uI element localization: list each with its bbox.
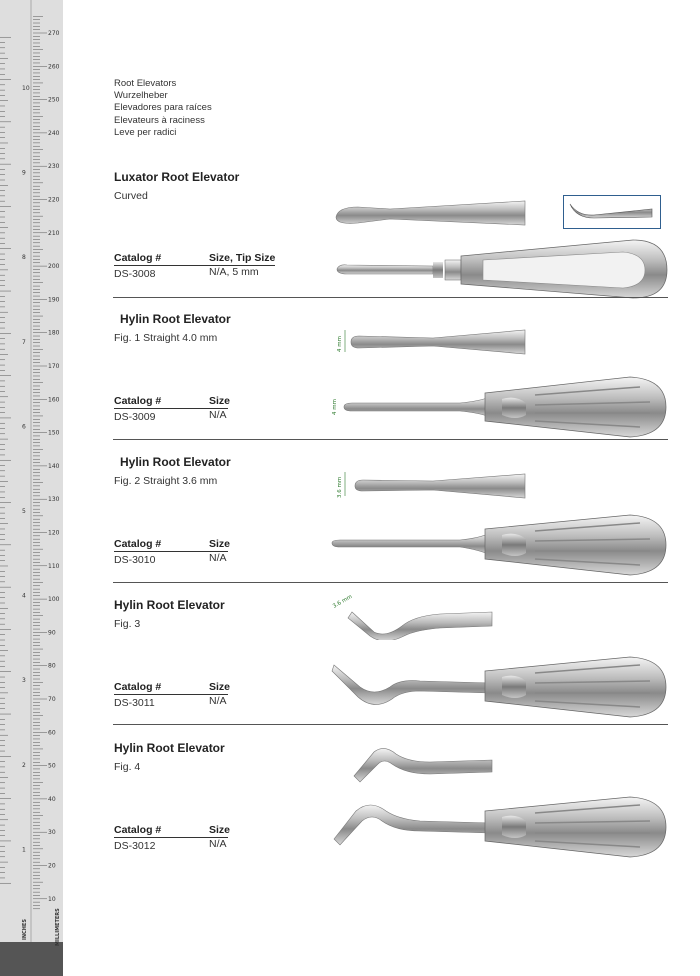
mm-label: 260 [48, 63, 60, 71]
tip-zoom-inset [563, 195, 661, 229]
product-subtitle: Curved [114, 190, 148, 202]
inch-label: 6 [22, 423, 26, 431]
mm-label: 50 [48, 762, 56, 770]
catalog-label: Catalog # [114, 252, 162, 264]
product-title: Hylin Root Elevator [120, 455, 231, 469]
mm-label: 100 [48, 596, 60, 604]
mm-label: 220 [48, 196, 60, 204]
size-value: N/A [209, 552, 227, 564]
mm-label: 40 [48, 795, 56, 803]
catalog-number: DS-3012 [114, 840, 156, 852]
luxator-full-image [333, 236, 671, 300]
hylin-fig2-full-image [330, 513, 670, 578]
hylin-fig1-full-image [330, 375, 670, 440]
hylin-fig1-tip-image [333, 322, 529, 362]
mm-label: 160 [48, 396, 60, 404]
product-title: Luxator Root Elevator [114, 170, 240, 184]
section-divider [113, 439, 668, 440]
section-divider [113, 724, 668, 725]
dim-label: 3.6 mm [332, 593, 354, 610]
product-subtitle: Fig. 2 Straight 3.6 mm [114, 475, 218, 487]
inch-label: 3 [22, 677, 26, 685]
hylin-fig4-tip-image [350, 738, 498, 786]
hylin-fig2-tip-image [333, 464, 529, 504]
ruler-scale [0, 0, 63, 976]
mm-label: 140 [48, 462, 60, 470]
category-heading [114, 78, 212, 139]
dim-label: 4 mm [332, 399, 338, 415]
luxator-tip-closeup-image [330, 195, 530, 233]
mm-label: 110 [48, 562, 60, 570]
category-name-de: Wurzelheber [114, 90, 168, 102]
mm-label: 230 [48, 163, 60, 171]
mm-label: 170 [48, 363, 60, 370]
mm-label: 70 [48, 696, 56, 703]
inch-label: 10 [22, 85, 30, 92]
catalog-label: Catalog # [114, 395, 162, 407]
ruler-footer [0, 942, 63, 976]
inch-label: 1 [22, 846, 26, 854]
size-value: N/A [209, 409, 227, 421]
inch-label: 8 [22, 254, 26, 262]
mm-label: 240 [48, 129, 60, 137]
inch-label: 4 [22, 592, 26, 600]
catalog-number: DS-3008 [114, 268, 156, 280]
mm-label: 120 [48, 529, 60, 537]
catalog-label: Catalog # [114, 824, 162, 836]
size-label: Size [209, 395, 231, 407]
size-value: N/A [209, 695, 227, 707]
hylin-fig4-full-image [330, 795, 670, 860]
mm-label: 180 [48, 329, 60, 337]
product-subtitle: Fig. 4 [114, 761, 141, 773]
mm-label: 200 [48, 263, 60, 271]
hylin-fig3-tip-image [330, 590, 498, 640]
catalog-number: DS-3010 [114, 554, 156, 566]
product-title: Hylin Root Elevator [120, 312, 231, 326]
section-divider [113, 297, 668, 298]
product-subtitle: Fig. 3 [114, 618, 141, 630]
mm-label: 270 [48, 30, 60, 37]
mm-label: 30 [48, 829, 56, 837]
category-name-fr: Elevateurs à raciness [114, 114, 205, 126]
inch-label: 7 [22, 338, 26, 346]
inch-label: 2 [22, 761, 26, 769]
mm-label: 20 [48, 862, 56, 870]
mm-label: 210 [48, 229, 60, 237]
catalog-number: DS-3009 [114, 411, 156, 423]
size-label: Size [209, 538, 231, 550]
mm-label: 150 [48, 429, 60, 437]
category-name-es: Elevadores para raíces [114, 102, 212, 114]
category-name-en: Root Elevators [114, 78, 177, 89]
size-value: N/A, 5 mm [209, 266, 259, 278]
dim-label: 4 mm [337, 336, 343, 352]
hylin-fig3-full-image [330, 655, 670, 720]
inch-label: 9 [22, 169, 26, 177]
product-title: Hylin Root Elevator [114, 598, 225, 612]
product-subtitle: Fig. 1 Straight 4.0 mm [114, 332, 218, 344]
mm-label: 190 [48, 296, 60, 304]
size-label: Size, Tip Size [209, 252, 276, 264]
size-label: Size [209, 824, 231, 836]
size-label: Size [209, 681, 231, 693]
catalog-number: DS-3011 [114, 697, 155, 709]
category-name-it: Leve per radici [114, 126, 177, 138]
mm-label: 130 [48, 496, 60, 504]
catalog-label: Catalog # [114, 538, 162, 550]
dim-label: 3.6 mm [337, 476, 343, 498]
mm-label: 60 [48, 729, 56, 737]
curved-tip-icon [564, 196, 659, 227]
catalog-label: Catalog # [114, 681, 162, 693]
inch-label: 5 [22, 508, 26, 515]
product-title: Hylin Root Elevator [114, 741, 225, 755]
mm-label: 90 [48, 629, 56, 637]
inches-caption: INCHES [22, 919, 28, 940]
mm-label: 250 [48, 96, 60, 104]
mm-label: 10 [48, 895, 56, 903]
size-value: N/A [209, 838, 227, 850]
mm-label: 80 [48, 662, 56, 670]
section-divider [113, 582, 668, 583]
measurement-ruler [0, 0, 63, 976]
millimeters-caption: MILLIMETERS [55, 908, 61, 946]
